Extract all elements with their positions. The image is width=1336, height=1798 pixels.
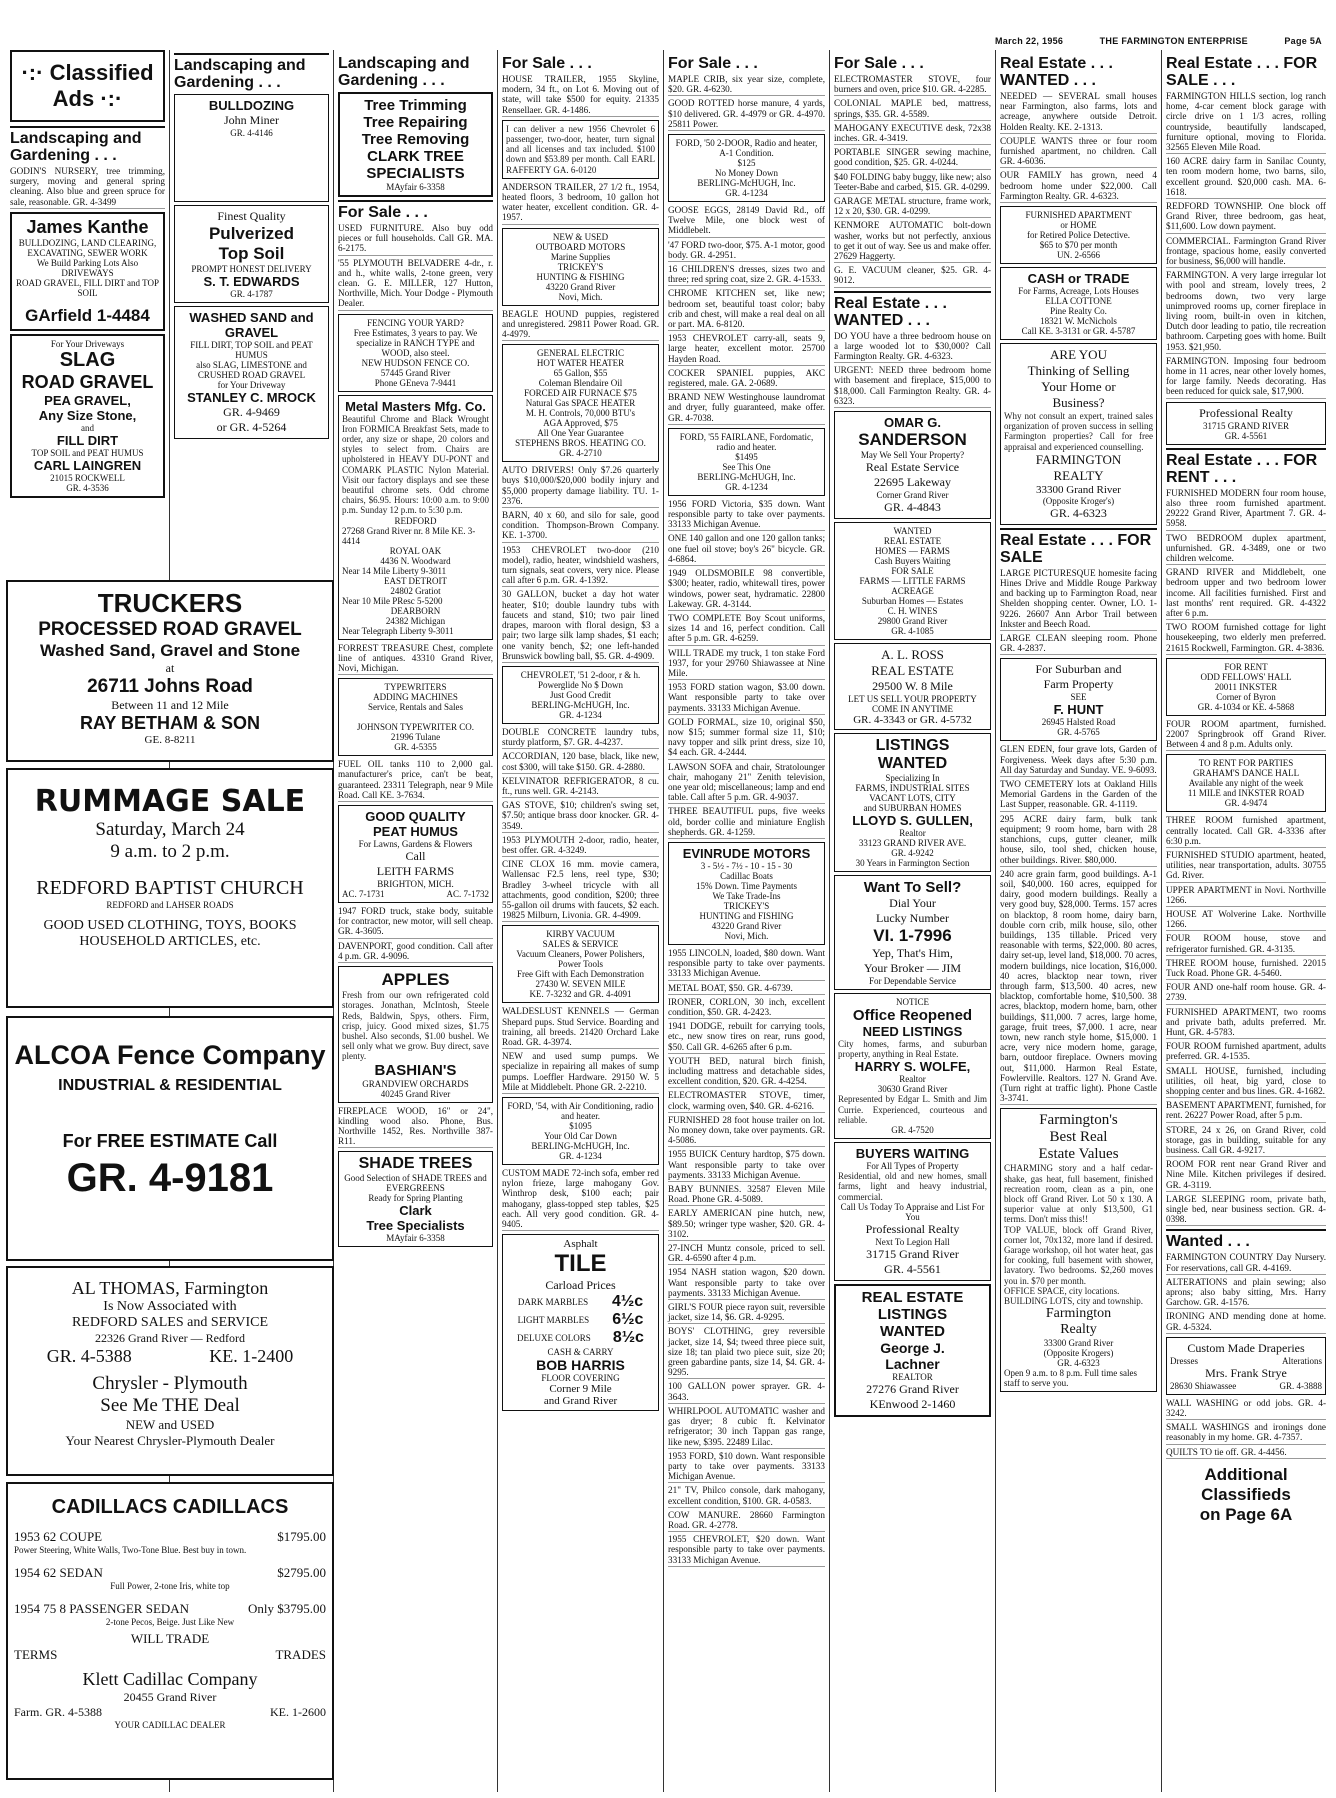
ad-cadillacs: CADILLACS CADILLACS 1953 62 COUPE $1795.00 Power Steering, White Walls, Two-Tone Blue. Best buy in town. 1954 62 SEDAN $2795.00 Full Power, 2-tone Iris, white top 1954 75 8 PASSENGER SEDAN Only $3795.00 2-tone Pecos, Beige. Just Like New WILL TRADE TERMS TRADES Klett Cadillac Company 20455 Grand River Farm. GR. 4-5388 KE. 1-2600 YOUR CADILLAC DEALER bbox=[6, 1482, 334, 1780]
ad-evinrude: EVINRUDE MOTORS 3 - 5½ - 7½ - 10 - 15 - 30 Cadillac Boats 15% Down. Time Payments We Take Trade-Ins TRICKEY'S HUNTING and FISHING 43220 Grand River Novi, Mich. bbox=[668, 842, 825, 945]
ad-odd-fellows: FOR RENT ODD FELLOWS' HALL 20011 INKSTER Corner of Byron GR. 4-1034 or KE. 4-5868 bbox=[1166, 658, 1326, 716]
header-date: March 22, 1956 bbox=[995, 36, 1064, 46]
additional-classifieds: Additional Classifieds on Page 6A bbox=[1199, 1464, 1293, 1524]
ad-godin: GODIN'S NURSERY, tree trimming, surgery, moving and general spring cleaning. Also blue and green spruce for sale, reasonable. GR. 4-3499 bbox=[10, 166, 165, 209]
ad-dance-hall: TO RENT FOR PARTIES GRAHAM'S DANCE HALL Available any night of the week 11 MILE and INKSTER ROAD GR. 4-9474 bbox=[1166, 754, 1326, 812]
ad-truckers: TRUCKERS PROCESSED ROAD GRAVEL Washed Sand, Gravel and Stone at 26711 Johns Road Between 11 and 12 Mile RAY BETHAM & SON GE. 8-8211 bbox=[6, 580, 334, 762]
ad-shade-trees: SHADE TREES Good Selection of SHADE TREES and EVERGREENS Ready for Spring Planting Clark Tree Specialists MAyfair 6-3358 bbox=[338, 1151, 493, 1247]
ad-outboard-motors: NEW & USED OUTBOARD MOTORS Marine Supplies TRICKEY'S HUNTING & FISHING 43220 Grand River Novi, Mich. bbox=[502, 228, 659, 306]
ad-best-values: Farmington's Best Real Estate Values CHARMING story and a half cedar-shake, gas heat, full basement, finished recreation room, clean as a pin, one block off Grand River. Lot 50 x 130. A superior value at only $13,500, G1 terms. Don't miss this!! TOP VALUE, block off Grand River, corner lot, 70x132, more land if desired. Garage workshop, oil hot water heat, gas for cooking, full basement with shower, lavatory. Two bedrooms. $2,260 moves you in. $70 per month. OFFICE SPACE, city locations. BUILDING LOTS, city and township. Farmington Realty 33300 Grand River (Opposite Krogers) GR. 4-6323 Open 9 a.m. to 8 p.m. Full time sales staff to serve you. bbox=[1000, 1108, 1157, 1392]
ad-metal-masters: Metal Masters Mfg. Co. Beautiful Chrome and Black Wrought Iron FORMICA Breakfast Sets, made to order, any size or shape, 20 colors and styles to select from. Chairs are upholstered in HEAVY DU-PONT and COMARK PLASTIC Nylon Material. Visit our factory displays and see these beautiful chrome sets. Odd chrome chairs, $6.95. Hours: 10:00 a.m. to 9:00 p.m. Sunday 12 p.m. to 5:30 p.m. REDFORD 27268 Grand River nr. 8 Mile KE. 3-4414 ROYAL OAK 4436 N. Woodward Near 14 Mile Liberty 9-3011 EAST DETROIT 24802 Gratiot Near 10 Mile PResc 5-5200 DEARBORN 24382 Michigan Near Telegraph Liberty 9-3011 bbox=[338, 395, 493, 640]
ad-are-you-thinking: ARE YOU Thinking of Selling Your Home or Business? Why not consult an expert, trained sales organization of proven success in selling Farmington properties? Call for free appraisal and experienced counselling. FARMINGTON REALTY 33300 Grand River (Opposite Kroger's) GR. 4-6323 bbox=[1000, 343, 1157, 525]
ad-professional-realty: Professional Realty 31715 GRAND RIVER GR. 4-5561 bbox=[1166, 402, 1326, 445]
ad-peat-humus: GOOD QUALITY PEAT HUMUS For Lawns, Gardens & Flowers Call LEITH FARMS BRIGHTON, MICH. AC. 7-1731 AC. 7-1732 bbox=[338, 805, 493, 903]
ad-ford-55: FORD, '55 FAIRLANE, Fordomatic, radio and heater. $1495 See This One BERLING-McHUGH, Inc. GR. 4-1234 bbox=[668, 428, 825, 496]
column-5: For Sale . . . MAPLE CRIB, six year size, complete, $20. GR. 4-6230. GOOD ROTTED horse manure, 4 yards, $10 delivered. GR. 4-4979 or GR. 4-4970. 25811 Power. FORD, '50 2-DOOR, Radio and heater, A-1 Condition. $125 No Money Down BERLING-McHUGH, Inc. GR. 4-1234 GOOSE EGGS, 28149 David Rd., off Twelve Mile, one block west of Middlebelt. '47 FORD two-door, $75. A-1 motor, good body. GR. 4-2951. 16 CHILDREN'S dresses, sizes two and three; red spring coat, size 2. GR. 4-1533. CHROME KITCHEN set, like new; bedroom set, beautiful toast color; baby crib and chest, will make a real deal on all or part. MA. 6-8120. 1953 CHEVROLET carry-all, seats 9, large heater, excellent motor. 25700 Hayden Road. COCKER SPANIEL puppies, AKC registered, male. GA. 2-0689. BRAND NEW Westinghouse laundromat and dryer, fully guaranteed, make offer. GR. 4-7038. FORD, '55 FAIRLANE, Fordomatic, radio and heater. $1495 See This One BERLING-McHUGH, Inc. GR. 4-1234 1956 FORD Victoria, $35 down. Want responsible party to take over payments. 33133 Michigan Avenue. ONE 140 gallon and one 120 gallon tanks; one fuel oil stove; boy's 26" bicycle. GR. 4-6864. 1949 OLDSMOBILE 98 convertible, $300; heater, radio, whitewall tires, power windows, power seat, hydramatic. 22800 Lakeway. GR. 4-3144. TWO COMPLETE Boy Scout uniforms, sizes 14 and 16, perfect condition. Call after 5 p.m. GR. 4-6259. WILL TRADE my truck, 1 ton stake Ford 1937, for your 29760 Shiawassee at Nine Mile. 1953 FORD station wagon, $3.00 down. Want responsible party to take over payments. 33133 Michigan Avenue. GOLD FORMAL, size 10, original $50, now $15; summer formal size 11, $10; navy topper and silk print dress, size 10, $4 each. GR. 4-2444. LAWSON SOFA and chair, Stratolounger chair, mahogany 21" Zenith television, one year old; miscellaneous; lamp and end table. Call after 5 p.m. GR. 4-9037. THREE BEAUTIFUL pups, five weeks old, border collie and miniature English shepherds. GR. 4-1259. EVINRUDE MOTORS 3 - 5½ - 7½ - 10 - 15 - 30 Cadillac Boats 15% Down. Time Payments We Take Trade-Ins TRICKEY'S HUNTING and FISHING 43220 Grand River Novi, Mich. 1955 LINCOLN, loaded, $80 down. Want responsible party to take over payments. 33133 Michigan Avenue. METAL BOAT, $50. GR. 4-6739. IRONER, CORLON, 30 inch, excellent condition, $50. GR. 4-2423. 1941 DODGE, rebuilt for carrying tools, etc., new snow tires on rear, runs good, $50. Call GR. 4-6265 after 6 p.m. YOUTH BED, natural birch finish, including mattress and detachable sides, excellent condition, $20. GR. 4-4254. ELECTROMASTER STOVE, timer, clock, warming oven, $40. GR. 4-6216. FURNISHED 28 foot house trailer on lot. No money down, take over payments. GR. 4-5086. 1955 BUICK Century hardtop, $75 down. Want responsible party to take over payments. 33133 Michigan Avenue. BABY BUNNIES. 32587 Eleven Mile Road. Phone GR. 4-5089. EARLY AMERICAN pine hutch, new, $89.50; wringer type washer, $20. GR. 4-3102. 27-INCH Muntz console, priced to sell. GR. 4-6590 after 4 p.m. 1954 NASH station wagon, $20 down. Want responsible party to take over payments. 33133 Michigan Avenue. GIRL'S FOUR piece rayon suit, reversible jacket, size 14, $6. GR. 4-9295. BOYS' CLOTHING, grey reversible jacket, size 14, $4; tweed three piece suit, size 18; tan plaid two piece suit, size 20; green gabardine pants, size 14, $4. GR. 4-9295. 100 GALLON power sprayer. GR. 4-3643. WHIRLPOOL AUTOMATIC washer and gas dryer; 8 cubic ft. Kelvinator refrigerator; 30 inch Tappan gas range, like new, $395. 22489 Lilac. 1953 FORD, $10 down. Want responsible party to take over payments. 33133 Michigan Avenue. 21" TV, Philco console, dark mahogany, excellent condition, $100. GR. 4-0583. COW MANURE. 28660 Farmington Road. GR. 4-2778. 1955 CHEVROLET, $20 down. Want responsible party to take over payments. 33133 Michigan Avenue. bbox=[664, 50, 830, 1792]
ad-ford-54: FORD, '54, with Air Conditioning, radio and heater. $1095 Your Old Car Down BERLING-McHUGH, Inc. GR. 4-1234 bbox=[502, 1097, 659, 1165]
ad-listings-gullen: LISTINGS WANTED Specializing In FARMS, INDUSTRIAL SITES VACANT LOTS, CITY and SUBURBAN HOMES LLOYD S. GULLEN, Realtor 33123 GRAND RIVER AVE. GR. 4-9242 30 Years in Farmington Section bbox=[834, 733, 991, 872]
ad-kanthe: James Kanthe BULLDOZING, LAND CLEARING, EXCAVATING, SEWER WORK We Build Parking Lots Also DRIVEWAYS ROAD GRAVEL, FILL DIRT and TOP SOIL GArfield 1-4484 bbox=[10, 212, 165, 331]
ad-kirby: KIRBY VACUUM SALES & SERVICE Vacuum Cleaners, Power Polishers, Power Tools Free Gift with Each Demonstration 27430 W. SEVEN MILE KE. 7-3232 and GR. 4-4091 bbox=[502, 925, 659, 1003]
ad-wanted-wines: WANTED REAL ESTATE HOMES — FARMS Cash Buyers Waiting FOR SALE FARMS — LITTLE FARMS ACREAGE Suburban Homes — Estates C. H. WINES 29800 Grand River GR. 4-1085 bbox=[834, 522, 991, 640]
ad-suburban-farm: For Suburban and Farm Property SEE F. HUNT 26945 Halsted Road GR. 4-5765 bbox=[1000, 658, 1157, 741]
ad-water-heater: GENERAL ELECTRIC HOT WATER HEATER 65 Gallon, $55 Coleman Blendaire Oil FORCED AIR FURNACE $75 Natural Gas SPACE HEATER M. H. Controls, 70,000 BTU's AGA Approved, $75 All One Year Guarantee STEPHENS BROS. HEATING CO. GR. 4-2710 bbox=[502, 344, 659, 462]
ad-fence: FENCING YOUR YARD? Free Estimates, 3 years to pay. We specialize in RANCH TYPE and WOOD, also steel. NEW HUDSON FENCE CO. 57445 Grand River Phone GEneva 7-9441 bbox=[338, 314, 493, 392]
ad-slag: For Your Driveways SLAG ROAD GRAVEL PEA GRAVEL, Any Size Stone, and FILL DIRT TOP SOIL and PEAT HUMUS CARL LAINGREN 21015 ROCKWELL GR. 4-3536 bbox=[10, 334, 165, 498]
ad-ford-50: FORD, '50 2-DOOR, Radio and heater, A-1 Condition. $125 No Money Down BERLING-McHUGH, Inc. GR. 4-1234 bbox=[668, 134, 825, 202]
ad-al-thomas: AL THOMAS, Farmington Is Now Associated with REDFORD SALES and SERVICE 22326 Grand River — Redford GR. 4-5388 KE. 1-2400 Chrysler - Plymouth See Me THE Deal NEW and USED Your Nearest Chrysler-Plymouth Dealer bbox=[6, 1266, 334, 1476]
ad-draperies: Custom Made Draperies Dresses Alterations Mrs. Frank Strye 28630 Shiawassee GR. 4-3888 bbox=[1166, 1337, 1326, 1395]
ad-topsoil: Finest Quality Pulverized Top Soil PROMPT HONEST DELIVERY S. T. EDWARDS GR. 4-1787 bbox=[174, 205, 329, 303]
page-header bbox=[995, 36, 1322, 50]
ad-asphalt-tile: Asphalt TILE Carload Prices DARK MARBLES 4½c LIGHT MARBLES 6½c DELUXE COLORS 8½c CASH & CARRY BOB HARRIS FLOOR COVERING Corner 9 Mile and Grand River bbox=[502, 1234, 659, 1411]
header-page: Page 5A bbox=[1284, 36, 1322, 46]
ad-buyers-waiting: BUYERS WAITING For All Types of Property Residential, old and new homes, small farms, light and heavy industrial, commercial. Call Us Today To Appraise and List For You Professional Realty Next To Legion Hall 31715 Grand River GR. 4-5561 bbox=[834, 1142, 991, 1281]
ad-tree-trimming: Tree Trimming Tree Repairing Tree Removing CLARK TREE SPECIALISTS MAyfair 6-3358 bbox=[338, 92, 493, 197]
header-paper: THE FARMINGTON ENTERPRISE bbox=[1099, 36, 1248, 46]
ad-alcoa: ALCOA Fence Company INDUSTRIAL & RESIDENTIAL For FREE ESTIMATE Call GR. 4-9181 bbox=[6, 1016, 334, 1261]
ad-lachner: REAL ESTATE LISTINGS WANTED George J. Lachner REALTOR 27276 Grand River KEnwood 2-1460 bbox=[834, 1284, 991, 1417]
section-head-landscaping-2: Landscaping and Gardening . . . bbox=[174, 53, 329, 91]
column-8: Real Estate . . . FOR SALE . . . FARMINGTON HILLS section, log ranch home, 4-car cement block garage with circle drive on 1 1/3 acres, rolling countryside, beautifully landscaped, furniture optional, moving to Florida. 32565 Eleven Mile Road. 160 ACRE dairy farm in Sanilac County, ten room modern home, two barns, silo, excellent ground. $20,000 cash. MA. 6-1618. REDFORD TOWNSHIP. One block off Grand River, three bedroom, gas heat, $11,600. Low down payment. COMMERCIAL. Farmington Grand River frontage, spacious home, easily converted for business, $6,000 will handle. FARMINGTON. A very large irregular lot with pool and stream, lovely trees, 2 bedrooms down, two very large unimproved rooms up, corner fireplace in living room, built-in oven in kitchen, Dutch door leading to patio, tile recreation bathroom. Carpeting goes with home. Built 1953. $21,950. FARMINGTON. Imposing four bedroom home in 11 acres, near other lovely homes, for large family. Needs decorating. Has been reduced for quick sale, $17,900. Professional Realty 31715 GRAND RIVER GR. 4-5561 Real Estate . . . FOR RENT . . . FURNISHED MODERN four room house, also three room furnished apartment. 29222 Grand River, Apartment 7. GR. 4-5958. TWO BEDROOM duplex apartment, unfurnished. GR. 4-3489, one or two children welcome. GRAND RIVER and Middlebelt, one bedroom upper and two bedroom lower income. All facilities furnished. First and last months' rent required. GR. 4-4322 after 6 p.m. TWO ROOM furnished cottage for light housekeeping, two elderly men preferred. 21615 Rockwell, Farmington. GR. 4-3836. FOR RENT ODD FELLOWS' HALL 20011 INKSTER Corner of Byron GR. 4-1034 or KE. 4-5868 FOUR ROOM apartment, furnished. 22007 Springbrook off Grand River. Between 4 and 8 p.m. Adults only. TO RENT FOR PARTIES GRAHAM'S DANCE HALL Available any night of the week 11 MILE and INKSTER ROAD GR. 4-9474 THREE ROOM furnished apartment, centrally located. Call GR. 4-3336 after 6:30 p.m. FURNISHED STUDIO apartment, heated, utilities, near transportation, adults. 30755 Gd. River. UPPER APARTMENT in Novi. Northville 1266. HOUSE AT Wolverine Lake. Northville 1266. FOUR ROOM house, stove and refrigerator furnished. GR. 4-3135. THREE ROOM house, furnished. 22015 Tuck Road. Phone GR. 4-5460. FOUR AND one-half room house. GR. 4-2739. FURNISHED APARTMENT, two rooms and private bath, adults preferred. Mr. Hunt, GR. 4-5783. FOUR ROOM furnished apartment, adults preferred. GR. 4-1535. SMALL HOUSE, furnished, including utilities, oil heat, big yard, close to shopping center and bus lines. GR. 4-1682. BASEMENT APARTMENT, furnished, for rent. 26227 Power Road, after 5 p.m. STORE, 24 x 26, on Grand River, cold storage, gas in building, suitable for any business. Call GR. 4-9217. ROOM FOR rent near Grand River and Nine Mile. Kitchen privileges if desired. GR. 4-3119. LARGE SLEEPING room, private bath, single bed, near business section. GR. 4-0398. Wanted . . . FARMINGTON COUNTRY Day Nursery. For reservations, call GR. 4-4169. ALTERATIONS and plain sewing; also aprons; also baby sitting, Mrs. Harry Garchow. GR. 4-1576. IRONING AND mending done at home. GR. 4-5324. Custom Made Draperies Dresses Alterations Mrs. Frank Strye 28630 Shiawassee GR. 4-3888 WALL WASHING or odd jobs. GR. 4-3242. SMALL WASHINGS and ironings done reasonably in my home. GR. 4-7357. QUILTS TO tie off. GR. 4-4456. Additional Classifieds on Page 6A bbox=[1166, 55, 1326, 1524]
ad-apples: APPLES Fresh from our own refrigerated cold storages. Jonathan, McIntosh, Steele Reds, Baldwin, Spys, others. Firm, crisp, juicy. Good mixed sizes, $1.75 bushel. Also seconds, $1.00 bushel. We sell only what we grow. Buy direct, save plenty. BASHIAN'S GRANDVIEW ORCHARDS 40245 Grand River bbox=[338, 966, 493, 1102]
ad-chevrolet-51: CHEVROLET, '51 2-door, r & h. Powerglide No $ Down Just Good Credit BERLING-McHUGH, Inc. GR. 4-1234 bbox=[502, 666, 659, 724]
column-6: For Sale . . . ELECTROMASTER STOVE, four burners and oven, price $10. GR. 4-2285. COLONIAL MAPLE bed, mattress, springs, $35. GR. 4-5589. MAHOGANY EXECUTIVE desk, 72x38 inches. GR. 4-3419. PORTABLE SINGER sewing machine, good condition, $25. GR. 4-0244. $40 FOLDING baby buggy, like new; also Teeter-Babe and carbed, $15. GR. 4-0299. GARAGE METAL structure, frame work, 12 x 20, $30. GR. 4-0299. KENMORE AUTOMATIC bolt-down washer, works but not perfectly, anxious to get it out of way. See us and make offer. 27629 Haggerty. G. E. VACUUM cleaner, $25. GR. 4-9012. Real Estate . . . WANTED . . . DO YOU have a three bedroom house on a large wooded lot to $30,000? Call Farmington Realty. GR. 4-6323. URGENT: NEED three bedroom home with basement and fireplace, $15,000 to $18,000. Call Farmington Realty. GR. 4-6323. OMAR G. SANDERSON May We Sell Your Property? Real Estate Service 22695 Lakeway Corner Grand River GR. 4-4843 WANTED REAL ESTATE HOMES — FARMS Cash Buyers Waiting FOR SALE FARMS — LITTLE FARMS ACREAGE Suburban Homes — Estates C. H. WINES 29800 Grand River GR. 4-1085 A. L. ROSS REAL ESTATE 29500 W. 8 Mile LET US SELL YOUR PROPERTY COME IN ANYTIME GR. 4-3343 or GR. 4-5732 LISTINGS WANTED Specializing In FARMS, INDUSTRIAL SITES VACANT LOTS, CITY and SUBURBAN HOMES LLOYD S. GULLEN, Realtor 33123 GRAND RIVER AVE. GR. 4-9242 30 Years in Farmington Section Want To Sell? Dial Your Lucky Number VI. 1-7996 Yep, That's Him, Your Broker — JIM For Dependable Service NOTICE Office Reopened NEED LISTINGS City homes, farms, and suburban property, anything in Real Estate. HARRY S. WOLFE, Realtor 30630 Grand River Represented by Edgar L. Smith and Jim Currie. Experienced, courteous and reliable. GR. 4-7520 BUYERS WAITING For All Types of Property Residential, old and new homes, small farms, light and heavy industrial, commercial. Call Us Today To Appraise and List For You Professional Realty Next To Legion Hall 31715 Grand River GR. 4-5561 REAL ESTATE LISTINGS WANTED George J. Lachner REALTOR 27276 Grand River KEnwood 2-1460 bbox=[830, 50, 996, 1792]
ad-bulldozing: BULLDOZING John Miner GR. 4-4146 bbox=[174, 94, 329, 202]
ad-rummage: RUMMAGE SALE Saturday, March 24 9 a.m. to 2 p.m. REDFORD BAPTIST CHURCH REDFORD and LAHSER ROADS GOOD USED CLOTHING, TOYS, BOOKS HOUSEHOLD ARTICLES, etc. bbox=[6, 768, 334, 1008]
classified-title: ·:· Classified Ads ·:· bbox=[10, 50, 165, 122]
column-4: For Sale . . . HOUSE TRAILER, 1955 Skyline, modern, 34 ft., on Lot 6. Moving out of state, will take $500 for equity. 21335 Rensellaer. GR. 4-1486. I can deliver a new 1956 Chevrolet 6 passenger, two-door, heater, turn signal and all licenses and tax included. $100 down and $53.89 per month. Call EARL RAFFERTY GA. 6-0120 ANDERSON TRAILER, 27 1/2 ft., 1954, heated floors, 3 bedroom, 10 gallon hot water heater, excellent condition. GR. 4-1957. NEW & USED OUTBOARD MOTORS Marine Supplies TRICKEY'S HUNTING & FISHING 43220 Grand River Novi, Mich. BEAGLE HOUND puppies, registered and unregistered. 29811 Power Road. GR. 4-4979. GENERAL ELECTRIC HOT WATER HEATER 65 Gallon, $55 Coleman Blendaire Oil FORCED AIR FURNACE $75 Natural Gas SPACE HEATER M. H. Controls, 70,000 BTU's AGA Approved, $75 All One Year Guarantee STEPHENS BROS. HEATING CO. GR. 4-2710 AUTO DRIVERS! Only $7.26 quarterly buys $10,000/$20,000 bodily injury and $5,000 property damage liability. TU. 1-2376. BARN, 40 x 60, and silo for sale, good condition. Thompson-Brown Company. KE. 1-3700. 1953 CHEVROLET two-door (210 model), radio, heater, windshield washers, turn signals, seat covers, very nice. Please call after 6 p.m. GR. 4-1392. 30 GALLON, bucket a day hot water heater, $10; double laundry tubs with faucets and stand, $10; two pair lined drapes, maroon with floral design, $3 a pair; two large silk lamp shades, $1 each; one vanity bench, $2; one left-handed Brunswick bowling ball, $5. GR. 4-4909. CHEVROLET, '51 2-door, r & h. Powerglide No $ Down Just Good Credit BERLING-McHUGH, Inc. GR. 4-1234 DOUBLE CONCRETE laundry tubs, sturdy platform, $7. GR. 4-4237. ACCORDIAN, 120 base, black, like new, cost $300, will take $150. GR. 4-2880. KELVINATOR REFRIGERATOR, 8 cu. ft., runs well. GR. 4-2143. GAS STOVE, $10; children's swing set, $7.50; antique brass door knocker. GR. 4-3549. 1953 PLYMOUTH 2-door, radio, heater, best offer. GR. 4-3249. CINE CLOX 16 mm. movie camera, Wallensac F2.5 lens, reel type, $30; Bradley 3-wheel tricycle with all attachments, good condition, $200; three 55-gallon oil drums with faucets, $2 each. 19825 Milburn, Livonia. GR. 4-4909. KIRBY VACUUM SALES & SERVICE Vacuum Cleaners, Power Polishers, Power Tools Free Gift with Each Demonstration 27430 W. SEVEN MILE KE. 7-3232 and GR. 4-4091 WALDESLUST KENNELS — German Shepard pups. Stud Service. Boarding and training, all breeds. 21420 Orchard Lake Road. GR. 4-3974. NEW and used sump pumps. We specialize in repairing all makes of sump pumps. Loeffler Hardware. 29150 W. 5 Mile at Middlebelt. Phone GR. 2-2210. FORD, '54, with Air Conditioning, radio and heater. $1095 Your Old Car Down BERLING-McHUGH, Inc. GR. 4-1234 CUSTOM MADE 72-inch sofa, ember red nylon frieze, large mahogany Gov. Winthrop desk, $100 each; pair mahogany, glass-topped step tables, $25 each. All very good condition. GR. 4-9405. Asphalt TILE Carload Prices DARK MARBLES 4½c LIGHT MARBLES 6½c DELUXE COLORS 8½c CASH & CARRY BOB HARRIS FLOOR COVERING Corner 9 Mile and Grand River bbox=[498, 50, 664, 1792]
column-7: Real Estate . . . WANTED . . . NEEDED — SEVERAL small houses near Farmington, also farms, lots and acreage, anywhere outside Detroit. Holden Realty. KE. 2-1313. COUPLE WANTS three or four room furnished apartment, no children. Call GR. 4-6036. OUR FAMILY has grown, need 4 bedroom home under $22,000. Call Farmington Realty. GR. 4-6323. FURNISHED APARTMENT or HOME for Retired Police Detective. $65 to $70 per month UN. 2-6566 CASH or TRADE For Farms, Acreage, Lots Houses ELLA COTTONE Pine Realty Co. 18321 W. McNichols Call KE. 3-3131 or GR. 4-5787 ARE YOU Thinking of Selling Your Home or Business? Why not consult an expert, trained sales organization of proven success in selling Farmington properties? Call for free appraisal and experienced counselling. FARMINGTON REALTY 33300 Grand River (Opposite Kroger's) GR. 4-6323 Real Estate . . . FOR SALE LARGE PICTURESQUE homesite facing Hines Drive and Middle Rouge Parkway and backing up to Farmington Road, near Shelden shopping center. Owner, LO. 1-9226. 26607 Ann Arbor Trail between Inkster and Beech Road. LARGE CLEAN sleeping room. Phone GR. 4-2837. For Suburban and Farm Property SEE F. HUNT 26945 Halsted Road GR. 4-5765 GLEN EDEN, four grave lots, Garden of Forgiveness. Week days after 5:30 p.m. All day Saturday and Sunday. VE. 9-6093. TWO CEMETERY lots at Oakland Hills Memorial Gardens in the Garden of the Last Supper, reasonable. GR. 4-1119. 295 ACRE dairy farm, bulk tank equipment; 9 room home, barn with 28 stanchions, cups, gutter cleaner, milk house, silo, tool shed, chicken house, other buildings. River. $80,000. 240 acre grain farm, good buildings. A-1 soil, $40,000. 160 acres, equipped for dairy, good modern buildings. Really a very good buy, $28,000. Terms. 157 acres on blacktop, 8 room home, dairy barn, double corn crib, milk house, silo, other buildings, 135 tillable. Priced very reasonable with terms, $22,000. 80 acres, dairy set-up, level land, $18,000. 70 acres, modern buildings, nice location, $16,000. 40 acres, blacktop near town, river through farm, $13,500. 40 acres, new blacktop, comfortable home, $10,500. 38 acres, blacktop, modern home, barn, other buildings, $11,000. 7 acres, large home, garage, fruit trees, $7,000. 1 acre, near town, new ranch style home, $15,000. 1 acre, very nice modern home, garage, barn, outdoor fireplace. Owners moving out, $11,000. Harmon Real Estate, Fowlerville. Realtors. 127 N. Grand Ave. (Turn right at traffic light). Phone Castle 3-3741. Farmington's Best Real Estate Values CHARMING story and a half cedar-shake, gas heat, full basement, finished recreation room, clean as a pin, one block off Grand River. Lot 50 x 130. A superior value at only $13,500, G1 terms. Don't miss this!! TOP VALUE, block off Grand River, corner lot, 70x132, more land if desired. Garage workshop, oil hot water heat, gas for cooking, full basement with shower, lavatory. Two bedrooms. $2,260 moves you in. $70 per month. OFFICE SPACE, city locations. BUILDING LOTS, city and township. Farmington Realty 33300 Grand River (Opposite Krogers) GR. 4-6323 Open 9 a.m. to 8 p.m. Full time sales staff to serve you. bbox=[996, 50, 1162, 1792]
ad-want-to-sell: Want To Sell? Dial Your Lucky Number VI. 1-7996 Yep, That's Him, Your Broker — JIM For Dependable Service bbox=[834, 875, 991, 990]
ad-ross: A. L. ROSS REAL ESTATE 29500 W. 8 Mile LET US SELL YOUR PROPERTY COME IN ANYTIME GR. 4-3343 or GR. 4-5732 bbox=[834, 643, 991, 730]
ad-furnished-apartment: FURNISHED APARTMENT or HOME for Retired Police Detective. $65 to $70 per month UN. 2-6566 bbox=[1000, 206, 1157, 264]
ad-sanderson: OMAR G. SANDERSON May We Sell Your Property? Real Estate Service 22695 Lakeway Corner Grand River GR. 4-4843 bbox=[834, 411, 991, 519]
ad-office-reopened: NOTICE Office Reopened NEED LISTINGS City homes, farms, and suburban property, anything in Real Estate. HARRY S. WOLFE, Realtor 30630 Grand River Represented by Edgar L. Smith and Jim Currie. Experienced, courteous and reliable. GR. 4-7520 bbox=[834, 993, 991, 1139]
ad-washed-sand: WASHED SAND and GRAVEL FILL DIRT, TOP SOIL and PEAT HUMUS also SLAG, LIMESTONE and CRUSHED ROAD GRAVEL for Your Driveway STANLEY C. MROCK GR. 4-9469 or GR. 4-5264 bbox=[174, 306, 329, 439]
section-head-landscaping: Landscaping and Gardening . . . bbox=[10, 126, 165, 164]
ad-typewriters: TYPEWRITERS ADDING MACHINES Service, Rentals and Sales JOHNSON TYPEWRITER CO. 21996 Tulane GR. 4-5355 bbox=[338, 678, 493, 756]
column-3: Landscaping and Gardening . . . Tree Trimming Tree Repairing Tree Removing CLARK TREE SPECIALISTS MAyfair 6-3358 For Sale . . . USED FURNITURE. Also buy odd pieces or full households. Call GR. MA. 6-2175. '55 PLYMOUTH BELVADERE 4-dr., r. and h., white walls, 2-tone green, very clean. G. E. MILLER, 127 Hutton, Northville, Mich. Your Dodge - Plymouth Dealer. FENCING YOUR YARD? Free Estimates, 3 years to pay. We specialize in RANCH TYPE and WOOD, also steel. NEW HUDSON FENCE CO. 57445 Grand River Phone GEneva 7-9441 Metal Masters Mfg. Co. Beautiful Chrome and Black Wrought Iron FORMICA Breakfast Sets, made to order, any size or shape, 20 colors and styles to select from. Chairs are upholstered in HEAVY DU-PONT and COMARK PLASTIC Nylon Material. Visit our factory displays and see these beautiful chrome sets. Odd chrome chairs, $6.95. Hours: 10:00 a.m. to 9:00 p.m. Sunday 12 p.m. to 5:30 p.m. REDFORD 27268 Grand River nr. 8 Mile KE. 3-4414 ROYAL OAK 4436 N. Woodward Near 14 Mile Liberty 9-3011 EAST DETROIT 24802 Gratiot Near 10 Mile PResc 5-5200 DEARBORN 24382 Michigan Near Telegraph Liberty 9-3011 FORREST TREASURE Chest, complete line of antiques. 43310 Grand River, Novi, Michigan. TYPEWRITERS ADDING MACHINES Service, Rentals and Sales JOHNSON TYPEWRITER CO. 21996 Tulane GR. 4-5355 FUEL OIL tanks 110 to 2,000 gal. manufacturer's price, can't be beat, guaranteed. 23311 Telegraph, near 9 Mile Road. Call KE. 3-7634. GOOD QUALITY PEAT HUMUS For Lawns, Gardens & Flowers Call LEITH FARMS BRIGHTON, MICH. AC. 7-1731 AC. 7-1732 1947 FORD truck, stake body, suitable for contractor, new motor, will sell cheap. GR. 4-3605. DAVENPORT, good condition. Call after 4 p.m. GR. 4-9096. APPLES Fresh from our own refrigerated cold storages. Jonathan, McIntosh, Steele Reds, Baldwin, Spys, others. Firm, crisp, juicy. Good mixed sizes, $1.75 bushel. Also seconds, $1.00 bushel. We sell only what we grow. Buy direct, save plenty. BASHIAN'S GRANDVIEW ORCHARDS 40245 Grand River FIREPLACE WOOD, 16" or 24", kindling wood also. Phone, Bus. Northville 1452, Res. Northville 387-R11. SHADE TREES Good Selection of SHADE TREES and EVERGREENS Ready for Spring Planting Clark Tree Specialists MAyfair 6-3358 bbox=[334, 50, 498, 1792]
ad-cash-or-trade: CASH or TRADE For Farms, Acreage, Lots Houses ELLA COTTONE Pine Realty Co. 18321 W. McNichols Call KE. 3-3131 or GR. 4-5787 bbox=[1000, 267, 1157, 340]
